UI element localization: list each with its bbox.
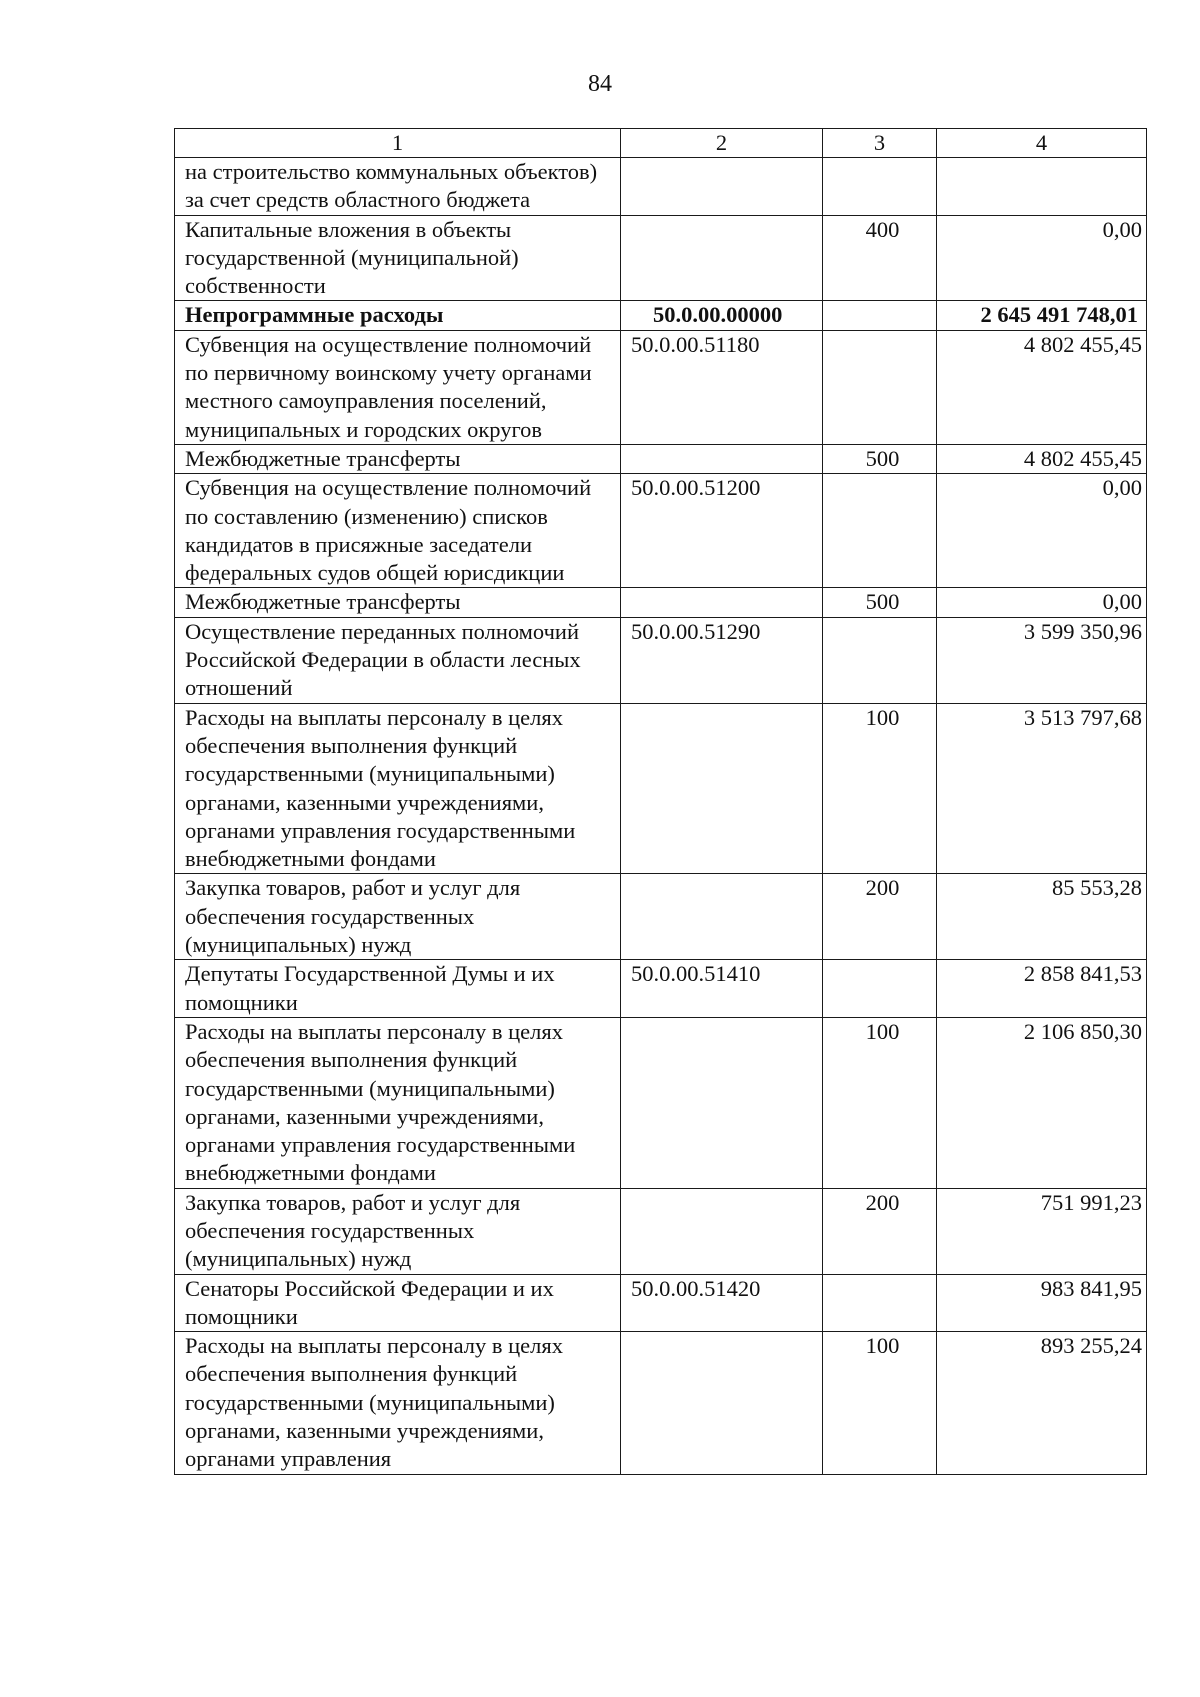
expense-name-cell: на строительство коммунальных объектов) за счет средств областного бюджета [175, 158, 621, 216]
expense-type-cell: 100 [823, 1332, 937, 1474]
amount-cell [937, 158, 1147, 216]
expense-name-cell: Межбюджетные трансферты [175, 588, 621, 617]
amount-cell: 4 802 455,45 [937, 330, 1147, 444]
column-header-3: 3 [823, 129, 937, 158]
expense-name-cell: Расходы на выплаты персоналу в целях обеспечения выполнения функций государственными (муниципальными) органами, казенными учреждениями, органами управления [175, 1332, 621, 1474]
table-row [175, 617, 1147, 703]
expense-name-cell: Расходы на выплаты персоналу в целях обеспечения выполнения функций государственными (муниципальными) органами, казенными учреждениями, органами управления государственными внебюджетными фондами [175, 1017, 621, 1188]
target-code-cell: 50.0.00.00000 [621, 301, 823, 330]
table-header [175, 129, 1147, 158]
expense-type-cell: 500 [823, 444, 937, 473]
column-header-2: 2 [621, 129, 823, 158]
expense-type-cell: 200 [823, 874, 937, 960]
amount-cell: 0,00 [937, 215, 1147, 301]
target-code-cell [621, 444, 823, 473]
target-code-cell [621, 1188, 823, 1274]
table-row [175, 1188, 1147, 1274]
table-row [175, 158, 1147, 216]
expense-type-cell [823, 1274, 937, 1332]
page-number: 84 [588, 71, 612, 97]
expense-type-cell [823, 330, 937, 444]
expense-name-cell: Субвенция на осуществление полномочий по составлению (изменению) списков кандидатов в присяжные заседатели федеральных судов общей юрисдикции [175, 474, 621, 588]
expense-type-cell: 100 [823, 1017, 937, 1188]
amount-cell: 3 599 350,96 [937, 617, 1147, 703]
amount-cell: 751 991,23 [937, 1188, 1147, 1274]
target-code-cell [621, 1017, 823, 1188]
expense-name-cell: Осуществление переданных полномочий Российской Федерации в области лесных отношений [175, 617, 621, 703]
budget-table [174, 128, 1147, 1475]
table-row [175, 330, 1147, 444]
column-header-1: 1 [175, 129, 621, 158]
amount-cell: 4 802 455,45 [937, 444, 1147, 473]
table-row [175, 588, 1147, 617]
table-row [175, 444, 1147, 473]
table-row [175, 301, 1147, 330]
expense-type-cell [823, 158, 937, 216]
expense-type-cell [823, 474, 937, 588]
expense-type-cell: 200 [823, 1188, 937, 1274]
column-header-4: 4 [937, 129, 1147, 158]
table-row [175, 1017, 1147, 1188]
expense-name-cell: Депутаты Государственной Думы и их помощники [175, 960, 621, 1018]
expense-name-cell: Закупка товаров, работ и услуг для обеспечения государственных (муниципальных) нужд [175, 874, 621, 960]
expense-type-cell [823, 960, 937, 1018]
table-row [175, 703, 1147, 874]
target-code-cell: 50.0.00.51420 [621, 1274, 823, 1332]
table-row [175, 474, 1147, 588]
amount-cell: 983 841,95 [937, 1274, 1147, 1332]
expense-type-cell [823, 617, 937, 703]
table-row [175, 960, 1147, 1018]
amount-cell: 85 553,28 [937, 874, 1147, 960]
target-code-cell [621, 215, 823, 301]
table-row [175, 874, 1147, 960]
expense-name-cell: Межбюджетные трансферты [175, 444, 621, 473]
target-code-cell [621, 158, 823, 216]
expense-name-cell: Непрограммные расходы [175, 301, 621, 330]
amount-cell: 893 255,24 [937, 1332, 1147, 1474]
target-code-cell: 50.0.00.51200 [621, 474, 823, 588]
table-body [175, 158, 1147, 1475]
expense-type-cell [823, 301, 937, 330]
amount-cell: 2 645 491 748,01 [937, 301, 1147, 330]
amount-cell: 0,00 [937, 588, 1147, 617]
expense-name-cell: Расходы на выплаты персоналу в целях обеспечения выполнения функций государственными (муниципальными) органами, казенными учреждениями, органами управления государственными внебюджетными фондами [175, 703, 621, 874]
amount-cell: 2 106 850,30 [937, 1017, 1147, 1188]
table-row [175, 215, 1147, 301]
amount-cell: 0,00 [937, 474, 1147, 588]
expense-name-cell: Капитальные вложения в объекты государственной (муниципальной) собственности [175, 215, 621, 301]
expense-type-cell: 500 [823, 588, 937, 617]
target-code-cell: 50.0.00.51290 [621, 617, 823, 703]
amount-cell: 3 513 797,68 [937, 703, 1147, 874]
target-code-cell [621, 588, 823, 617]
expense-name-cell: Закупка товаров, работ и услуг для обеспечения государственных (муниципальных) нужд [175, 1188, 621, 1274]
table-row [175, 1274, 1147, 1332]
target-code-cell: 50.0.00.51180 [621, 330, 823, 444]
expense-name-cell: Сенаторы Российской Федерации и их помощники [175, 1274, 621, 1332]
target-code-cell [621, 874, 823, 960]
target-code-cell [621, 703, 823, 874]
target-code-cell [621, 1332, 823, 1474]
amount-cell: 2 858 841,53 [937, 960, 1147, 1018]
table-row [175, 1332, 1147, 1474]
target-code-cell: 50.0.00.51410 [621, 960, 823, 1018]
header-row [175, 129, 1147, 158]
expense-type-cell: 100 [823, 703, 937, 874]
expense-name-cell: Субвенция на осуществление полномочий по первичному воинскому учету органами местного самоуправления поселений, муниципальных и городских округов [175, 330, 621, 444]
expense-type-cell: 400 [823, 215, 937, 301]
